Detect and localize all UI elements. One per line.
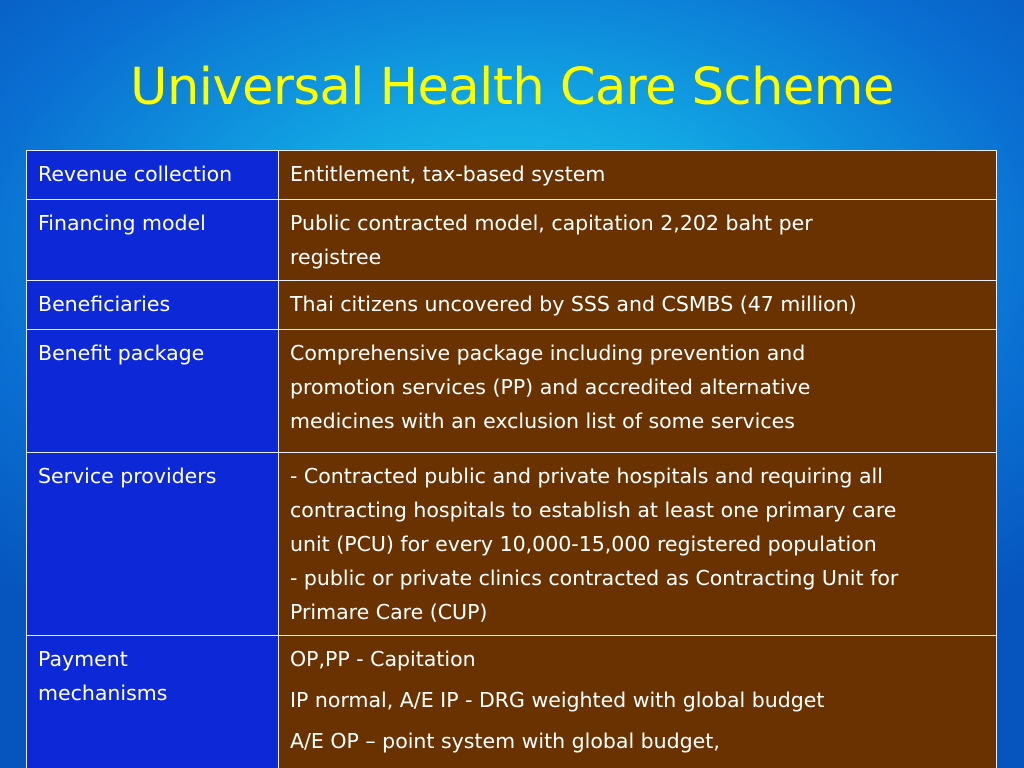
row-value-payment-mechanisms [279, 636, 997, 768]
row-value-beneficiaries [279, 281, 997, 330]
row-value-line: - Contracted public and private hospitals and requiring all [290, 464, 883, 488]
row-value-line: registree [290, 245, 382, 269]
row-label-financing-model: Financing model [27, 200, 279, 281]
page-title: Universal Health Care Scheme [130, 58, 894, 117]
row-value-line: medicines with an exclusion list of some services [290, 409, 795, 433]
row-value-line: Public contracted model, capitation 2,202 baht per [290, 211, 813, 235]
row-value-line: Comprehensive package including prevention and [290, 341, 806, 365]
table-row-revenue-collection [27, 151, 997, 200]
row-value-line: - public or private clinics contracted as Contracting Unit for [290, 566, 899, 590]
row-label-benefit-package: Benefit package [27, 330, 279, 453]
row-label-payment-mechanisms [27, 636, 279, 768]
row-label-line: mechanisms [38, 681, 168, 705]
table-row-beneficiaries [27, 281, 997, 330]
row-value-line: unit (PCU) for every 10,000-15,000 registered population [290, 532, 877, 556]
table-row-benefit-package [27, 330, 997, 453]
row-value-line: A/E OP – point system with global budget, [290, 729, 720, 753]
row-value-line: IP normal, A/E IP - DRG weighted with global budget [290, 688, 825, 712]
table-row-financing-model [27, 200, 997, 281]
row-label-service-providers: Service providers [27, 453, 279, 636]
row-value-line: OP,PP - Capitation [290, 647, 476, 671]
scheme-table [26, 150, 997, 768]
row-value-revenue-collection [279, 151, 997, 200]
row-value-line: Entitlement, tax-based system [290, 162, 606, 186]
row-value-financing-model [279, 200, 997, 281]
row-value-benefit-package [279, 330, 997, 453]
row-label-beneficiaries: Beneficiaries [27, 281, 279, 330]
table-row-payment-mechanisms [27, 636, 997, 768]
row-value-service-providers [279, 453, 997, 636]
row-value-line: promotion services (PP) and accredited alternative [290, 375, 811, 399]
row-label-line: Payment [38, 647, 128, 671]
row-value-line: Thai citizens uncovered by SSS and CSMBS (47 million) [290, 292, 857, 316]
table-row-service-providers [27, 453, 997, 636]
row-label-revenue-collection: Revenue collection [27, 151, 279, 200]
row-value-line: Primare Care (CUP) [290, 600, 488, 624]
row-value-line: contracting hospitals to establish at least one primary care [290, 498, 897, 522]
